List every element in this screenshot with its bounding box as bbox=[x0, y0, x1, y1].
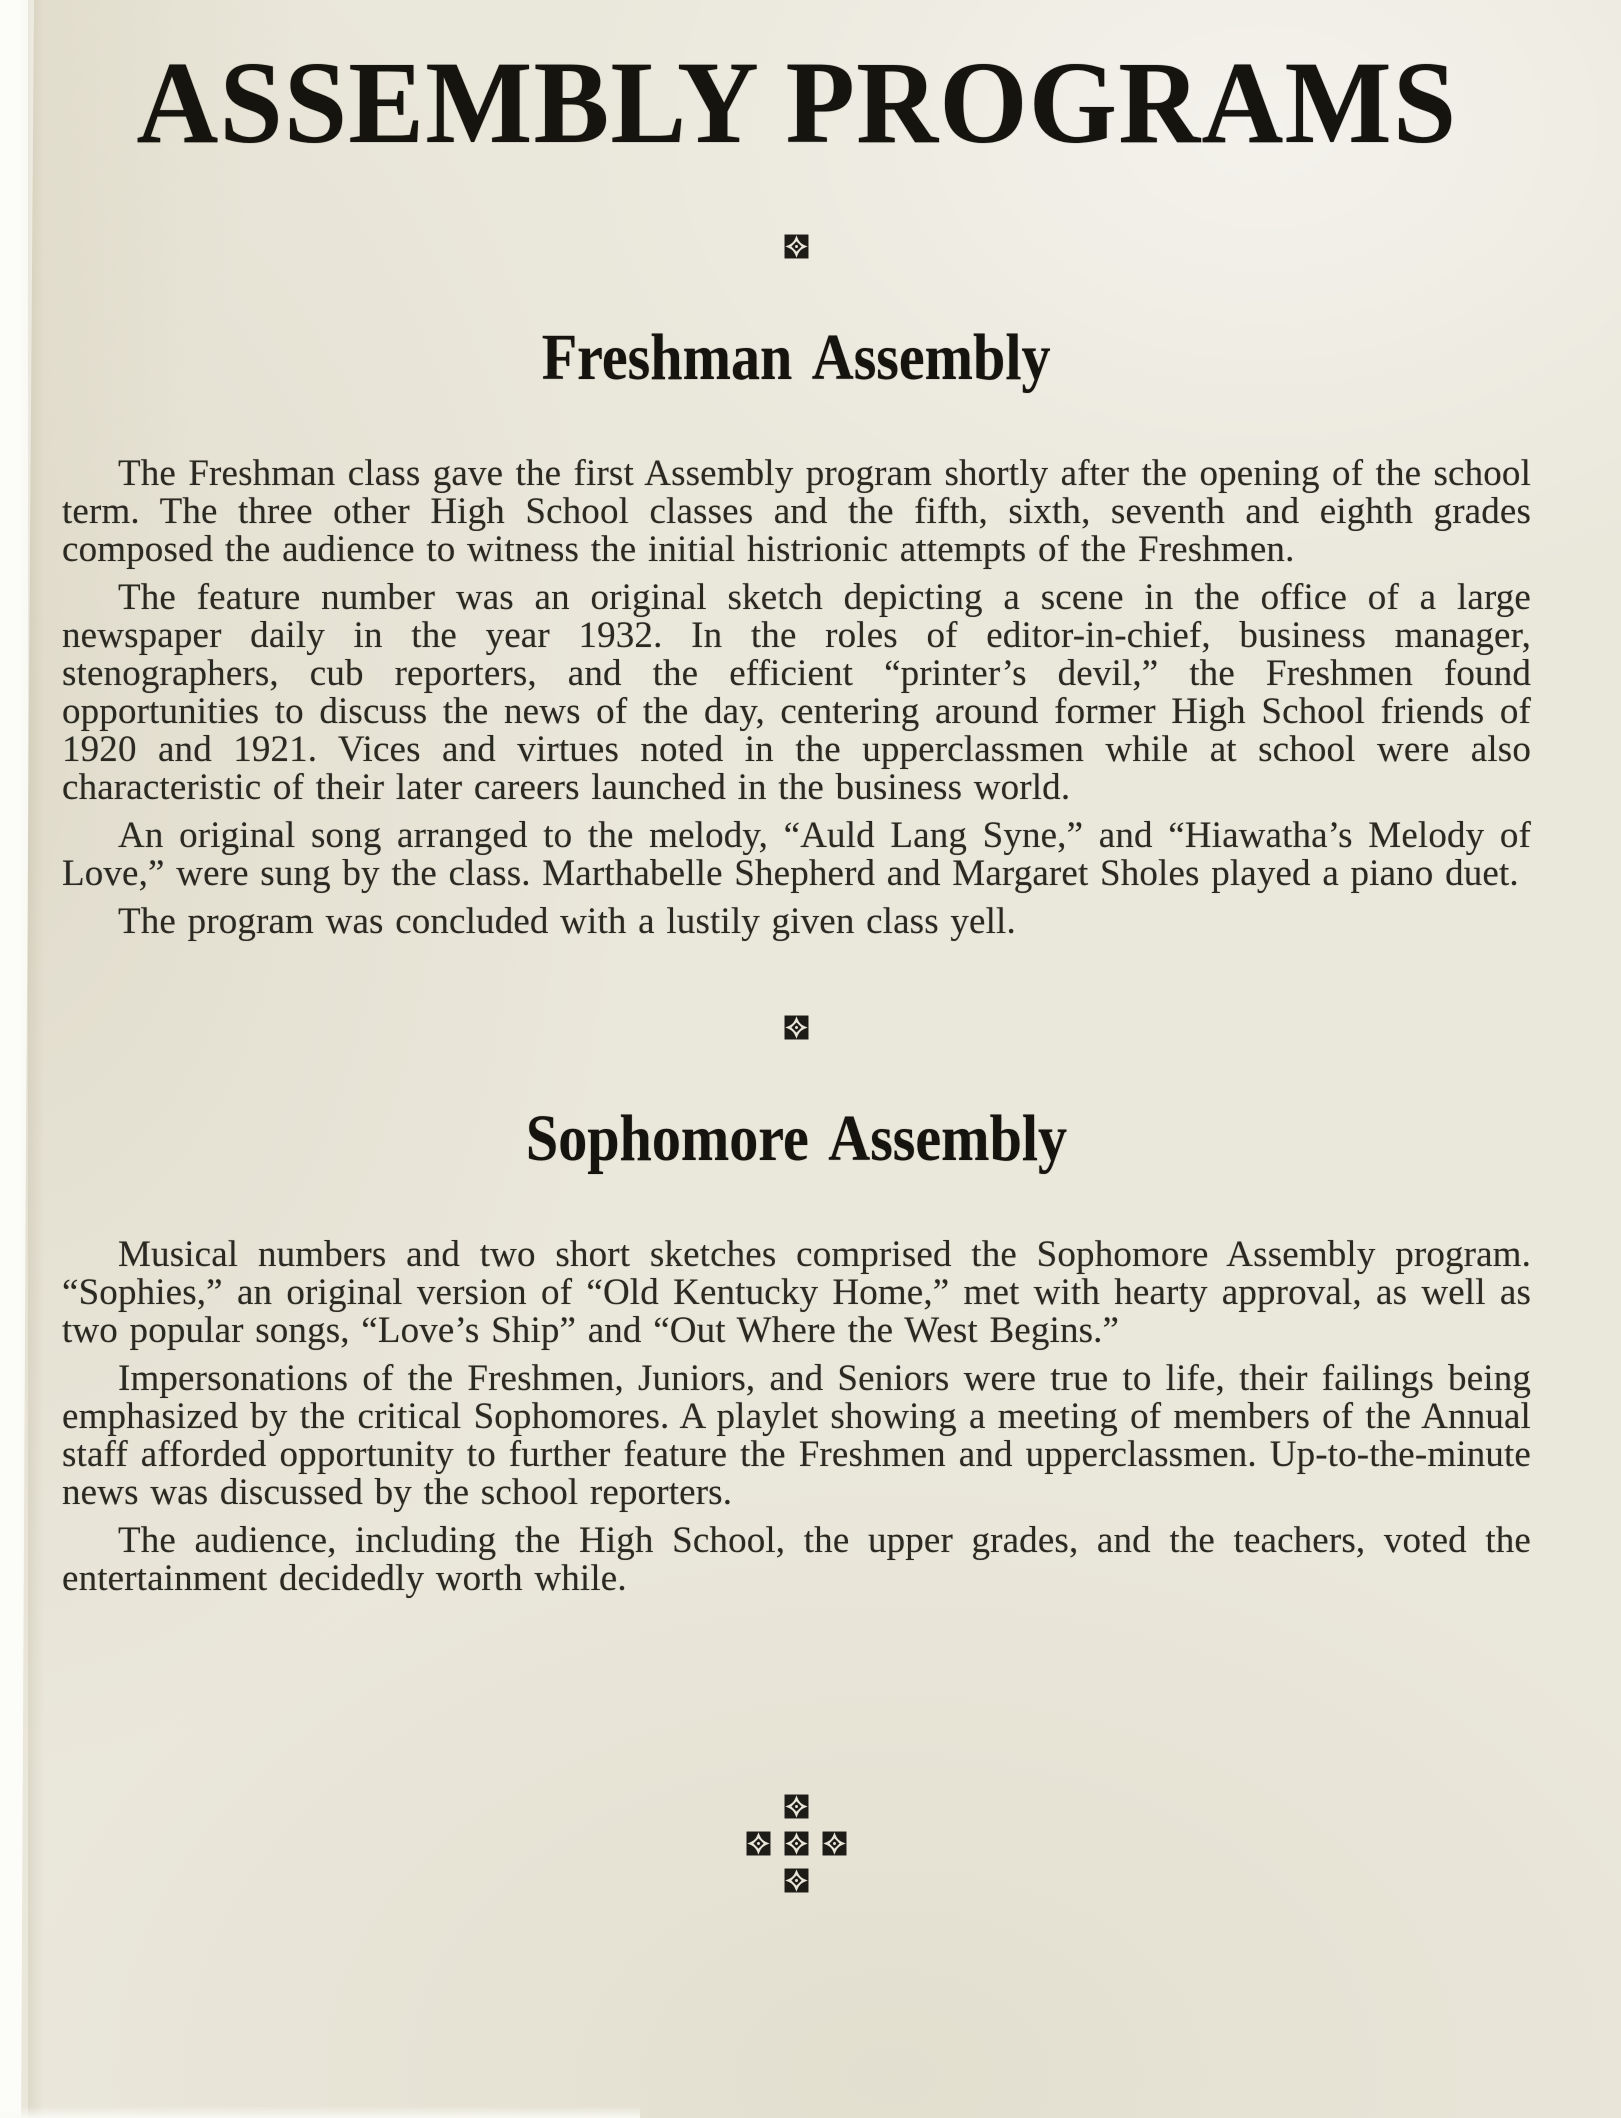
page-bottom-edge bbox=[0, 2106, 640, 2118]
fleuron-icon bbox=[784, 1794, 809, 1819]
section-heading-text: Sophomore Assembly bbox=[525, 1101, 1068, 1175]
fleuron-icon bbox=[822, 1831, 847, 1856]
fleuron-icon bbox=[784, 1015, 809, 1040]
section-sophomore-assembly bbox=[62, 1102, 1531, 1598]
paragraph: The program was concluded with a lustily given class yell. bbox=[118, 900, 1016, 942]
paragraph: The audience, including the High School, the upper grades, and the teachers, voted the entertainment decidedly worth while. bbox=[62, 1519, 1531, 1599]
page-title-text: ASSEMBLY PROGRAMS bbox=[136, 37, 1457, 168]
section-heading bbox=[62, 321, 1531, 395]
section-freshman-assembly bbox=[62, 321, 1531, 941]
section-divider bbox=[62, 1015, 1531, 1040]
page-edge-shadow bbox=[28, 0, 44, 2118]
page-title bbox=[62, 37, 1531, 168]
paragraph: Impersonations of the Freshmen, Juniors, and Seniors were true to life, their failings being emphasized by the critical Sophomores. A playlet showing a meeting of members of the Annual staff afforded opportunity to further feature the Freshmen and upperclassmen. Up-to-the-minute news was discussed by the school reporters. bbox=[62, 1357, 1531, 1513]
section-divider bbox=[62, 234, 1531, 259]
fleuron-icon bbox=[784, 1831, 809, 1856]
fleuron-icon bbox=[784, 234, 809, 259]
footer-ornament-cluster bbox=[62, 1794, 1531, 1893]
fleuron-icon bbox=[784, 1868, 809, 1893]
paragraph: The Freshman class gave the first Assembly program shortly after the opening of the school term. The three other High School classes and the fifth, sixth, seventh and eighth grades composed the audience to witness the initial histrionic attempts of the Freshmen. bbox=[62, 452, 1531, 570]
section-heading-text: Freshman Assembly bbox=[542, 321, 1051, 394]
paragraph: Musical numbers and two short sketches comprised the Sophomore Assembly program. “Sophies,” an original version of “Old Kentucky Home,” met with hearty approval, as well as two popular songs, “Love’s Ship” and “Out Where the West Begins.” bbox=[62, 1233, 1531, 1351]
fleuron-icon bbox=[746, 1831, 771, 1856]
section-heading bbox=[62, 1102, 1531, 1176]
paragraph: The feature number was an original sketch depicting a scene in the office of a large newspaper daily in the year 1932. In the roles of editor-in-chief, business manager, stenographers, cub reporters, and the efficient “printer’s devil,” the Freshmen found opportunities to discuss the news of the day, centering around former High School friends of 1920 and 1921. Vices and virtues noted in the upperclassmen while at school were also characteristic of their later careers launched in the business world. bbox=[62, 576, 1531, 808]
yearbook-page-content bbox=[62, 0, 1531, 1893]
paragraph: An original song arranged to the melody, “Auld Lang Syne,” and “Hiawatha’s Melody of Love,” were sung by the class. Marthabelle Shepherd and Margaret Sholes played a piano duet. bbox=[62, 814, 1531, 894]
